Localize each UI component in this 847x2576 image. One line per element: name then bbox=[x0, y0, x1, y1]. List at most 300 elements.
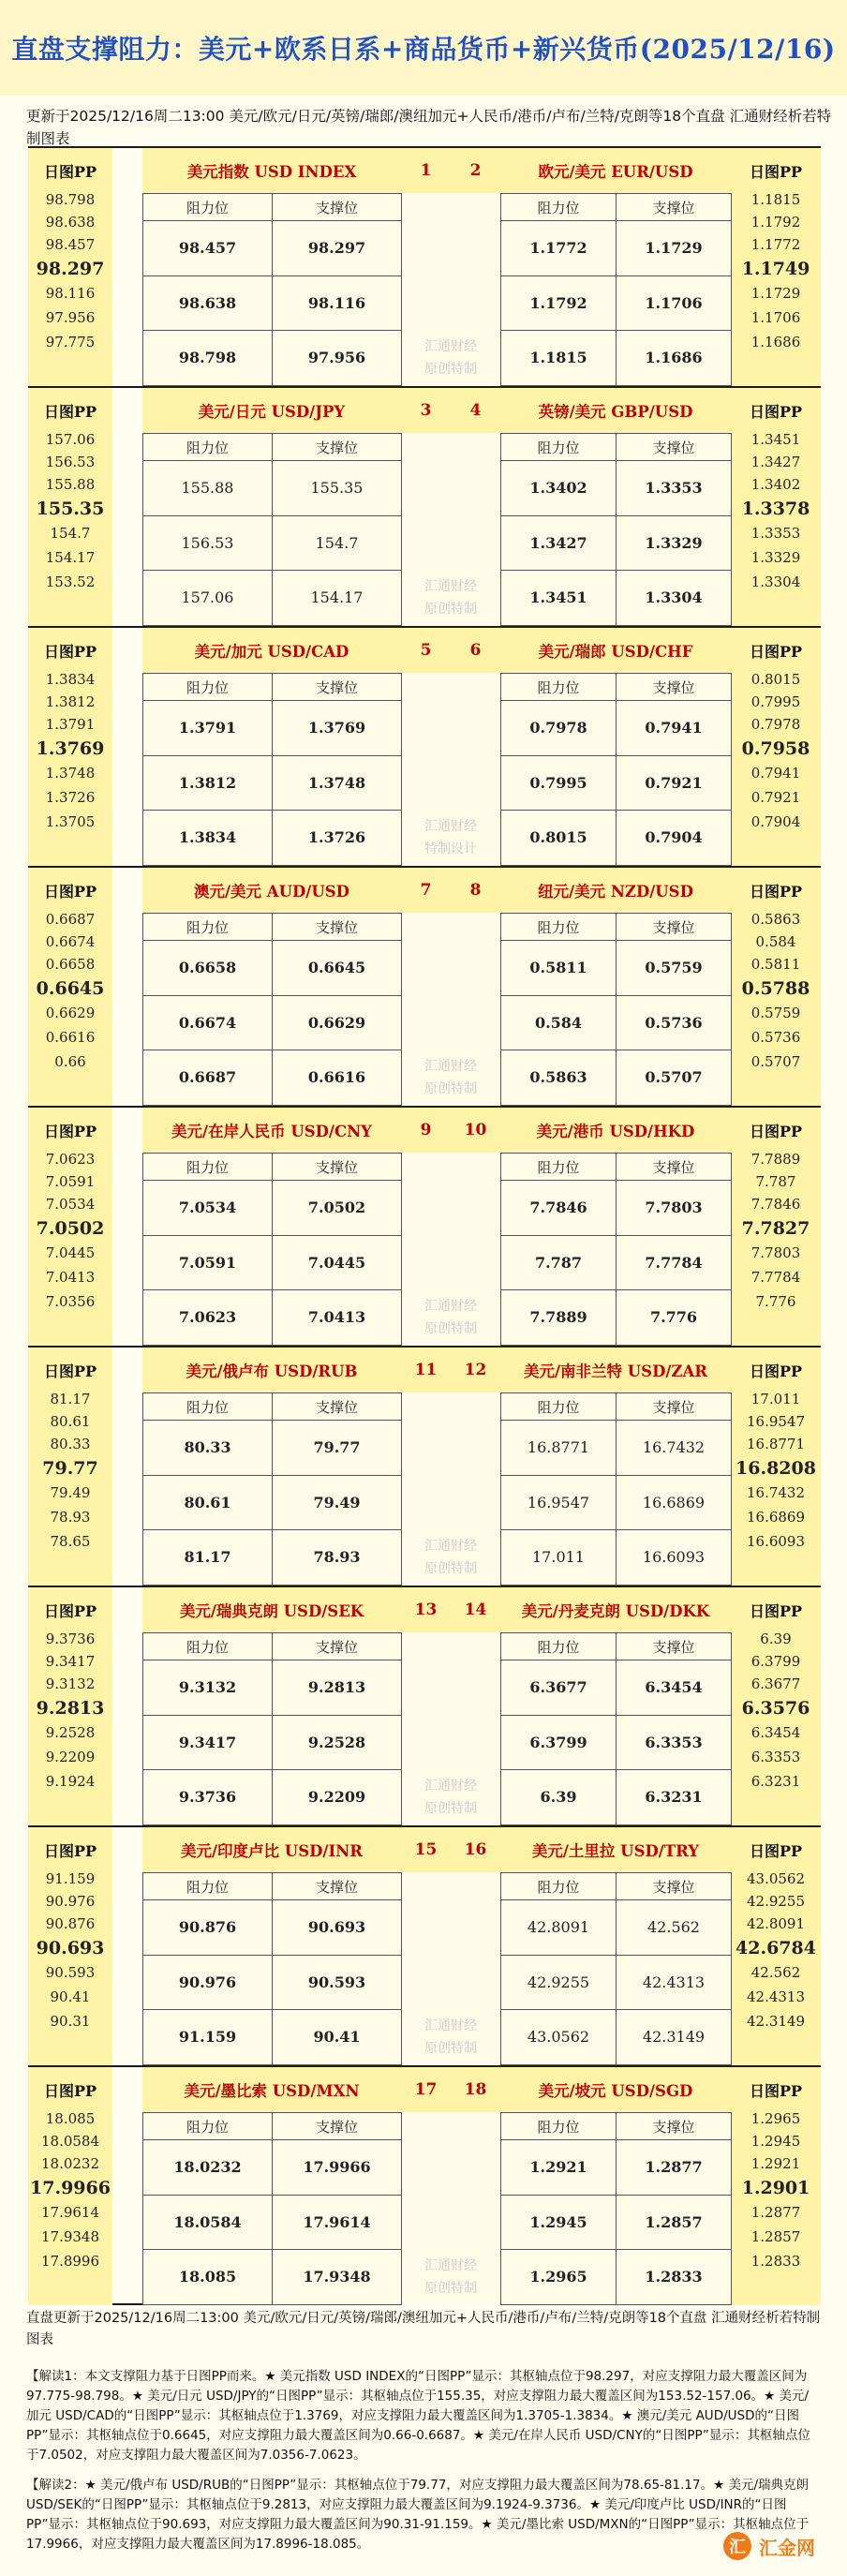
resistance-level-3: 81.17 bbox=[143, 1530, 273, 1586]
right-pp-level: 1.3451 bbox=[750, 431, 801, 448]
left-pp-level: 7.0445 bbox=[45, 1244, 96, 1261]
support-level-3: 90.41 bbox=[273, 2010, 402, 2065]
left-pp-level: 98.638 bbox=[45, 214, 96, 231]
resistance-header: 阻力位 bbox=[501, 913, 617, 941]
right-pp-level: 42.562 bbox=[750, 1964, 801, 1981]
left-pair-number: 11 bbox=[401, 1348, 451, 1392]
right-pp-level: 16.9547 bbox=[746, 1413, 806, 1430]
support-header: 支撑位 bbox=[617, 433, 732, 461]
right-pp-header: 日图PP bbox=[749, 1122, 803, 1140]
resistance-level-1: 0.7978 bbox=[501, 701, 617, 756]
left-pp-level: 18.085 bbox=[45, 2110, 96, 2127]
support-header: 支撑位 bbox=[617, 2112, 732, 2140]
left-pp-level: 90.593 bbox=[45, 1964, 96, 1981]
right-pp-header: 日图PP bbox=[749, 402, 803, 421]
resistance-level-1: 7.7846 bbox=[501, 1181, 617, 1236]
support-level-2: 90.593 bbox=[273, 1956, 402, 2011]
resistance-level-2: 98.638 bbox=[143, 276, 273, 332]
right-pp-level: 1.2857 bbox=[750, 2228, 801, 2245]
support-header: 支撑位 bbox=[273, 433, 402, 461]
right-pp-header: 日图PP bbox=[749, 1601, 803, 1620]
support-level-2: 98.116 bbox=[273, 276, 402, 332]
watermark bbox=[401, 815, 500, 860]
support-level-3: 154.17 bbox=[273, 571, 402, 626]
watermark-line-2: 原创特制 bbox=[424, 1081, 477, 1096]
left-pp-header: 日图PP bbox=[43, 1601, 97, 1620]
watermark bbox=[401, 1775, 500, 1820]
left-pair-name: 美元/墨比索 USD/MXN bbox=[142, 2067, 401, 2112]
left-pp-level: 90.876 bbox=[45, 1915, 96, 1932]
right-pp-level: 1.1729 bbox=[750, 285, 801, 302]
support-level-1: 1.3769 bbox=[273, 701, 402, 756]
support-level-1: 0.5759 bbox=[617, 941, 732, 996]
right-pp-level: 6.39 bbox=[760, 1630, 792, 1647]
resistance-level-1: 0.6658 bbox=[143, 941, 273, 996]
support-level-3: 1.3726 bbox=[273, 811, 402, 866]
left-pp-level: 98.297 bbox=[36, 259, 105, 279]
support-header: 支撑位 bbox=[273, 1392, 402, 1421]
right-pp-level: 0.8015 bbox=[750, 671, 801, 688]
left-pp-level: 97.775 bbox=[45, 334, 96, 350]
support-level-1: 0.7941 bbox=[617, 701, 732, 756]
resistance-level-1: 1.3791 bbox=[143, 701, 273, 756]
left-pp-level: 80.33 bbox=[50, 1436, 91, 1452]
left-pp-level: 17.9348 bbox=[40, 2228, 100, 2245]
support-level-3: 16.6093 bbox=[617, 1530, 732, 1586]
right-pp-level: 1.2945 bbox=[750, 2133, 801, 2150]
right-pair-number: 8 bbox=[451, 868, 500, 913]
right-pp-level: 42.8091 bbox=[746, 1915, 806, 1932]
support-level-3: 1.1686 bbox=[617, 331, 732, 386]
left-levels-grid bbox=[142, 1153, 402, 1346]
pair-block bbox=[28, 2065, 821, 2305]
right-levels-grid bbox=[500, 193, 732, 386]
right-pp-level: 16.6869 bbox=[746, 1509, 806, 1526]
right-pp-level: 1.2901 bbox=[741, 2178, 810, 2198]
resistance-level-1: 9.3132 bbox=[143, 1660, 273, 1716]
right-pp-level: 7.7784 bbox=[750, 1269, 801, 1286]
left-pair-name: 美元/日元 USD/JPY bbox=[142, 388, 401, 433]
watermark bbox=[401, 1055, 500, 1100]
right-pp-level: 1.3329 bbox=[750, 549, 801, 566]
left-pp-level: 7.0623 bbox=[45, 1151, 96, 1168]
left-pair-number: 7 bbox=[401, 868, 451, 913]
left-pp-level: 9.2813 bbox=[36, 1698, 105, 1719]
support-header: 支撑位 bbox=[273, 913, 402, 941]
watermark-line-1: 汇通财经 bbox=[424, 819, 477, 834]
support-level-2: 0.7921 bbox=[617, 756, 732, 812]
resistance-level-1: 155.88 bbox=[143, 461, 273, 516]
support-level-2: 1.3748 bbox=[273, 756, 402, 812]
resistance-header: 阻力位 bbox=[501, 1153, 617, 1181]
resistance-level-1: 1.1772 bbox=[501, 221, 617, 276]
left-levels-grid bbox=[142, 673, 402, 866]
resistance-header: 阻力位 bbox=[501, 1392, 617, 1421]
right-pp-level: 42.6784 bbox=[736, 1938, 816, 1958]
left-pp-level: 157.06 bbox=[45, 431, 96, 448]
support-level-3: 7.0413 bbox=[273, 1290, 402, 1346]
resistance-level-2: 1.2945 bbox=[501, 2196, 617, 2251]
right-pp-level: 16.7432 bbox=[746, 1484, 806, 1501]
right-levels-grid bbox=[500, 433, 732, 626]
support-level-2: 154.7 bbox=[273, 516, 402, 572]
left-pp-level: 155.35 bbox=[36, 499, 105, 519]
right-pp-level: 7.7827 bbox=[741, 1218, 810, 1239]
right-pp-level: 6.3231 bbox=[750, 1773, 801, 1790]
resistance-level-2: 80.61 bbox=[143, 1476, 273, 1531]
interpretation-1: 【解读1：本文支撑阻力基于日图PP而来。★ 美元指数 USD INDEX的“日图PP”显示：其枢轴点位于98.297，对应支撑阻力最大覆盖区间为97.775-98.798。★ 美元/日元 USD/JPY的“日图PP”显示：其枢轴点位于155.35，对应支撑阻力最大覆盖区间为153.52-157.06。★ 美元/加元 USD/CAD的“日图PP”显示：其枢轴点位于1.3769，对应支撑阻力最大覆盖区间为1.3705-1.3834。★ 澳元/美元 AUD/USD的“日图PP”显示：其枢轴点位于0.6645，对应支撑阻力最大覆盖区间为0.66-0.6687。★ 美元/在岸人民币 USD/CNY的“日图PP”显示：其枢轴点位于7.0502，对应支撑阻力最大覆盖区间为7.0356-7.0623。 bbox=[26, 2369, 810, 2463]
left-pair-name: 美元/在岸人民币 USD/CNY bbox=[142, 1108, 401, 1153]
left-levels-grid bbox=[142, 433, 402, 626]
right-pp-level: 1.1792 bbox=[750, 214, 801, 231]
support-header: 支撑位 bbox=[273, 1153, 402, 1181]
left-pp-level: 98.116 bbox=[45, 285, 96, 302]
left-pair-number: 3 bbox=[401, 388, 451, 433]
right-pp-level: 7.776 bbox=[755, 1293, 796, 1310]
left-pp-level: 154.17 bbox=[45, 549, 96, 566]
support-level-2: 0.5736 bbox=[617, 996, 732, 1051]
watermark-line-1: 汇通财经 bbox=[424, 2018, 477, 2033]
right-pp-level: 6.3353 bbox=[750, 1749, 801, 1765]
pairs-table bbox=[28, 146, 821, 2305]
resistance-level-3: 1.3451 bbox=[501, 571, 617, 626]
left-pp-header: 日图PP bbox=[43, 1122, 97, 1140]
support-header: 支撑位 bbox=[617, 1153, 732, 1181]
watermark bbox=[401, 575, 500, 620]
left-levels-grid bbox=[142, 913, 402, 1106]
left-pp-level: 98.457 bbox=[45, 236, 96, 253]
support-level-2: 9.2528 bbox=[273, 1716, 402, 1771]
right-pp-level: 42.4313 bbox=[746, 1988, 806, 2005]
resistance-level-3: 157.06 bbox=[143, 571, 273, 626]
right-pp-level: 7.7889 bbox=[750, 1151, 801, 1168]
left-pp-level: 90.41 bbox=[50, 1988, 91, 2005]
watermark-line-2: 原创特制 bbox=[424, 362, 477, 377]
left-levels-grid bbox=[142, 193, 402, 386]
left-pair-name: 美元/俄卢布 USD/RUB bbox=[142, 1348, 401, 1392]
left-pp-level: 156.53 bbox=[45, 454, 96, 470]
logo-mark-icon: 汇 bbox=[723, 2532, 751, 2560]
left-pp-level: 9.3132 bbox=[45, 1675, 96, 1692]
right-levels-grid bbox=[500, 1872, 732, 2065]
support-level-1: 98.297 bbox=[273, 221, 402, 276]
left-pair-name: 美元/瑞典克朗 USD/SEK bbox=[142, 1587, 401, 1632]
resistance-level-1: 90.876 bbox=[143, 1900, 273, 1956]
right-pp-level: 1.3304 bbox=[750, 573, 801, 590]
right-pp-header: 日图PP bbox=[749, 1841, 803, 1860]
left-levels-grid bbox=[142, 1872, 402, 2065]
right-pair-name: 美元/南非兰特 USD/ZAR bbox=[500, 1348, 731, 1392]
left-pp-level: 1.3726 bbox=[45, 789, 96, 806]
support-level-3: 0.7904 bbox=[617, 811, 732, 866]
left-pp-level: 1.3705 bbox=[45, 813, 96, 830]
pair-block bbox=[28, 146, 821, 386]
left-pp-level: 0.6645 bbox=[36, 978, 105, 999]
watermark bbox=[401, 1295, 500, 1340]
support-level-2: 1.1706 bbox=[617, 276, 732, 332]
left-pair-number: 15 bbox=[401, 1827, 451, 1872]
support-level-3: 0.5707 bbox=[617, 1050, 732, 1106]
right-levels-grid bbox=[500, 913, 732, 1106]
left-levels-grid bbox=[142, 1632, 402, 1825]
resistance-level-2: 42.9255 bbox=[501, 1956, 617, 2011]
right-pair-number: 16 bbox=[451, 1827, 500, 1872]
left-pp-level: 9.1924 bbox=[45, 1773, 96, 1790]
left-pp-header: 日图PP bbox=[43, 1841, 97, 1860]
left-pair-name: 美元指数 USD INDEX bbox=[142, 148, 401, 193]
left-pp-header: 日图PP bbox=[43, 2081, 97, 2100]
right-pp-level: 0.7941 bbox=[750, 765, 801, 782]
resistance-header: 阻力位 bbox=[501, 193, 617, 221]
resistance-level-3: 0.8015 bbox=[501, 811, 617, 866]
left-pair-number: 5 bbox=[401, 628, 451, 673]
right-pair-name: 美元/港币 USD/HKD bbox=[500, 1108, 731, 1153]
support-level-2: 17.9614 bbox=[273, 2196, 402, 2251]
resistance-level-3: 17.011 bbox=[501, 1530, 617, 1586]
subtitle: 更新于2025/12/16周二13:00 美元/欧元/日元/英镑/瑞郎/澳纽加元+人民币/港币/卢布/兰特/克朗等18个直盘 汇通财经析若特制图表 bbox=[26, 108, 832, 147]
page-title-bar bbox=[0, 0, 847, 96]
left-pp-level: 0.6674 bbox=[45, 933, 96, 950]
resistance-level-2: 18.0584 bbox=[143, 2196, 273, 2251]
resistance-level-1: 1.3402 bbox=[501, 461, 617, 516]
support-level-1: 7.7803 bbox=[617, 1181, 732, 1236]
right-pp-level: 17.011 bbox=[750, 1391, 801, 1407]
watermark-line-1: 汇通财经 bbox=[424, 579, 477, 594]
resistance-level-3: 18.085 bbox=[143, 2250, 273, 2305]
left-pp-level: 154.7 bbox=[50, 525, 91, 542]
resistance-header: 阻力位 bbox=[143, 913, 273, 941]
right-pair-name: 欧元/美元 EUR/USD bbox=[500, 148, 731, 193]
support-level-2: 0.6629 bbox=[273, 996, 402, 1051]
right-pp-level: 0.7904 bbox=[750, 813, 801, 830]
left-pp-level: 97.956 bbox=[45, 309, 96, 326]
left-pair-number: 9 bbox=[401, 1108, 451, 1153]
watermark bbox=[401, 1535, 500, 1580]
right-pair-name: 美元/坡元 USD/SGD bbox=[500, 2067, 731, 2112]
support-level-1: 6.3454 bbox=[617, 1660, 732, 1716]
resistance-header: 阻力位 bbox=[143, 673, 273, 701]
watermark-line-2: 原创特制 bbox=[424, 2041, 477, 2056]
right-pp-level: 6.3799 bbox=[750, 1653, 801, 1670]
resistance-header: 阻力位 bbox=[143, 2112, 273, 2140]
support-header: 支撑位 bbox=[617, 1392, 732, 1421]
right-pp-level: 0.5863 bbox=[750, 911, 801, 928]
right-pp-level: 6.3576 bbox=[741, 1698, 810, 1719]
resistance-level-2: 0.7995 bbox=[501, 756, 617, 812]
left-pp-level: 1.3834 bbox=[45, 671, 96, 688]
resistance-level-2: 156.53 bbox=[143, 516, 273, 572]
resistance-level-3: 6.39 bbox=[501, 1770, 617, 1825]
left-pp-header: 日图PP bbox=[43, 642, 97, 661]
resistance-level-3: 98.798 bbox=[143, 331, 273, 386]
resistance-level-2: 0.584 bbox=[501, 996, 617, 1051]
watermark-line-1: 汇通财经 bbox=[424, 1779, 477, 1794]
support-level-1: 155.35 bbox=[273, 461, 402, 516]
support-level-2: 6.3353 bbox=[617, 1716, 732, 1771]
right-levels-grid bbox=[500, 1632, 732, 1825]
support-level-2: 7.7784 bbox=[617, 1236, 732, 1291]
support-header: 支撑位 bbox=[617, 1872, 732, 1900]
right-pp-header: 日图PP bbox=[749, 1362, 803, 1380]
left-pp-level: 7.0356 bbox=[45, 1293, 96, 1310]
left-pair-number: 13 bbox=[401, 1587, 451, 1632]
left-pair-name: 美元/印度卢比 USD/INR bbox=[142, 1827, 401, 1872]
support-level-2: 1.3329 bbox=[617, 516, 732, 572]
support-level-1: 1.2877 bbox=[617, 2140, 732, 2196]
left-pp-level: 79.49 bbox=[50, 1484, 91, 1501]
watermark-line-1: 汇通财经 bbox=[424, 1059, 477, 1074]
support-level-1: 9.2813 bbox=[273, 1660, 402, 1716]
support-level-1: 90.693 bbox=[273, 1900, 402, 1956]
resistance-level-1: 16.8771 bbox=[501, 1421, 617, 1476]
left-pp-level: 9.3736 bbox=[45, 1630, 96, 1647]
watermark bbox=[401, 2255, 500, 2300]
left-pair-name: 美元/加元 USD/CAD bbox=[142, 628, 401, 673]
resistance-level-2: 16.9547 bbox=[501, 1476, 617, 1531]
resistance-level-2: 1.3812 bbox=[143, 756, 273, 812]
resistance-level-3: 1.1815 bbox=[501, 331, 617, 386]
right-pair-number: 12 bbox=[451, 1348, 500, 1392]
right-pp-level: 16.8771 bbox=[746, 1436, 806, 1452]
footer-update-note: 直盘更新于2025/12/16周二13:00 美元/欧元/日元/英镑/瑞郎/澳纽加元+人民币/港币/卢布/兰特/克朗等18个直盘 汇通财经析若特制图表 bbox=[26, 2311, 821, 2347]
left-pp-level: 78.93 bbox=[50, 1509, 91, 1526]
left-pair-number: 1 bbox=[401, 148, 451, 193]
pair-block bbox=[28, 1825, 821, 2065]
right-pp-level: 1.2877 bbox=[750, 2204, 801, 2221]
resistance-level-1: 98.457 bbox=[143, 221, 273, 276]
resistance-header: 阻力位 bbox=[501, 433, 617, 461]
left-pp-header: 日图PP bbox=[43, 402, 97, 421]
resistance-level-3: 7.0623 bbox=[143, 1290, 273, 1346]
watermark-line-2: 原创特制 bbox=[424, 602, 477, 617]
left-pp-level: 7.0534 bbox=[45, 1196, 96, 1213]
support-level-3: 42.3149 bbox=[617, 2010, 732, 2065]
left-pp-level: 17.9614 bbox=[40, 2204, 100, 2221]
resistance-level-1: 1.2921 bbox=[501, 2140, 617, 2196]
support-level-1: 16.7432 bbox=[617, 1421, 732, 1476]
support-header: 支撑位 bbox=[273, 1872, 402, 1900]
right-pp-header: 日图PP bbox=[749, 2081, 803, 2100]
left-pp-level: 18.0232 bbox=[40, 2155, 100, 2172]
left-pp-level: 7.0591 bbox=[45, 1173, 96, 1190]
support-header: 支撑位 bbox=[617, 913, 732, 941]
left-pp-level: 91.159 bbox=[45, 1870, 96, 1887]
right-pp-level: 7.7846 bbox=[750, 1196, 801, 1213]
left-pp-level: 1.3748 bbox=[45, 765, 96, 782]
left-pp-level: 7.0502 bbox=[36, 1218, 105, 1239]
right-pp-level: 42.3149 bbox=[746, 2013, 806, 2030]
resistance-level-2: 6.3799 bbox=[501, 1716, 617, 1771]
right-pair-number: 4 bbox=[451, 388, 500, 433]
left-pp-level: 9.2209 bbox=[45, 1749, 96, 1765]
watermark-line-1: 汇通财经 bbox=[424, 2258, 477, 2273]
resistance-level-3: 7.7889 bbox=[501, 1290, 617, 1346]
resistance-level-1: 18.0232 bbox=[143, 2140, 273, 2196]
right-pp-level: 0.5759 bbox=[750, 1005, 801, 1021]
right-pp-level: 0.7995 bbox=[750, 693, 801, 710]
right-pp-level: 42.9255 bbox=[746, 1893, 806, 1910]
right-levels-grid bbox=[500, 2112, 732, 2305]
right-pair-number: 18 bbox=[451, 2067, 500, 2112]
watermark-line-2: 原创特制 bbox=[424, 1801, 477, 1816]
left-pair-name: 澳元/美元 AUD/USD bbox=[142, 868, 401, 913]
resistance-level-3: 0.6687 bbox=[143, 1050, 273, 1106]
left-levels-grid bbox=[142, 2112, 402, 2305]
resistance-header: 阻力位 bbox=[143, 433, 273, 461]
watermark bbox=[401, 2015, 500, 2060]
interpretation-2: 【解读2：★ 美元/俄卢布 USD/RUB的“日图PP”显示：其枢轴点位于79.77，对应支撑阻力最大覆盖区间为78.65-81.17。★ 美元/瑞典克朗 USD/SEK的“日图PP”显示：其枢轴点位于9.2813，对应支撑阻力最大覆盖区间为9.1924-9.3736。★ 美元/印度卢比 USD/INR的“日图PP”显示：其枢轴点位于90.693，对应支撑阻力最大覆盖区间为90.31-91.159。★ 美元/墨比索 USD/MXN的“日图PP”显示：其枢轴点位于17.9966，对应支撑阻力最大覆盖区间为17.8996-18.085。 bbox=[26, 2478, 810, 2552]
left-pp-level: 17.9966 bbox=[30, 2178, 111, 2198]
right-pp-level: 1.1749 bbox=[741, 259, 810, 279]
pair-block bbox=[28, 866, 821, 1106]
support-level-3: 78.93 bbox=[273, 1530, 402, 1586]
pair-block bbox=[28, 1346, 821, 1586]
support-level-2: 42.4313 bbox=[617, 1956, 732, 2011]
left-pp-level: 0.66 bbox=[54, 1053, 86, 1070]
support-level-1: 42.562 bbox=[617, 1900, 732, 1956]
support-level-2: 16.6869 bbox=[617, 1476, 732, 1531]
right-pair-name: 美元/土里拉 USD/TRY bbox=[500, 1827, 731, 1872]
page-title: 直盘支撑阻力：美元+欧系日系+商品货币+新兴货币(2025/12/16) bbox=[11, 34, 836, 65]
support-header: 支撑位 bbox=[617, 1632, 732, 1660]
support-level-3: 1.2833 bbox=[617, 2250, 732, 2305]
right-pp-level: 0.5788 bbox=[741, 978, 810, 999]
support-header: 支撑位 bbox=[273, 673, 402, 701]
right-levels-grid bbox=[500, 673, 732, 866]
support-level-1: 7.0502 bbox=[273, 1181, 402, 1236]
pair-block bbox=[28, 626, 821, 866]
resistance-level-2: 0.6674 bbox=[143, 996, 273, 1051]
watermark-line-2: 特制设计 bbox=[424, 841, 477, 856]
resistance-level-2: 7.0591 bbox=[143, 1236, 273, 1291]
right-pp-level: 0.5707 bbox=[750, 1053, 801, 1070]
right-pp-level: 1.1815 bbox=[750, 191, 801, 208]
support-level-1: 0.6645 bbox=[273, 941, 402, 996]
right-levels-grid bbox=[500, 1153, 732, 1346]
right-pp-level: 6.3454 bbox=[750, 1724, 801, 1741]
watermark-line-1: 汇通财经 bbox=[424, 1299, 477, 1314]
watermark-line-2: 原创特制 bbox=[424, 1321, 477, 1336]
support-level-2: 7.0445 bbox=[273, 1236, 402, 1291]
left-pp-level: 98.798 bbox=[45, 191, 96, 208]
right-pp-level: 7.7803 bbox=[750, 1244, 801, 1261]
resistance-level-1: 0.5811 bbox=[501, 941, 617, 996]
support-level-1: 17.9966 bbox=[273, 2140, 402, 2196]
resistance-level-2: 1.1792 bbox=[501, 276, 617, 332]
left-pp-level: 1.3812 bbox=[45, 693, 96, 710]
resistance-level-2: 9.3417 bbox=[143, 1716, 273, 1771]
logo-text: 汇金网 bbox=[759, 2536, 815, 2559]
watermark-line-2: 原创特制 bbox=[424, 2281, 477, 2296]
resistance-level-3: 91.159 bbox=[143, 2010, 273, 2065]
right-pp-level: 0.7958 bbox=[741, 738, 810, 759]
right-pp-header: 日图PP bbox=[749, 882, 803, 901]
right-pp-level: 43.0562 bbox=[746, 1870, 806, 1887]
right-pair-name: 英镑/美元 GBP/USD bbox=[500, 388, 731, 433]
left-pp-level: 90.31 bbox=[50, 2013, 91, 2030]
right-pp-level: 1.3378 bbox=[741, 499, 810, 519]
left-pp-level: 90.693 bbox=[36, 1938, 105, 1958]
site-logo[interactable] bbox=[723, 2529, 834, 2563]
left-pp-header: 日图PP bbox=[43, 882, 97, 901]
support-level-1: 1.1729 bbox=[617, 221, 732, 276]
support-header: 支撑位 bbox=[273, 1632, 402, 1660]
right-pp-level: 1.2921 bbox=[750, 2155, 801, 2172]
right-pp-level: 0.5811 bbox=[750, 956, 801, 973]
left-pp-level: 18.0584 bbox=[40, 2133, 100, 2150]
left-pp-level: 0.6616 bbox=[45, 1029, 96, 1046]
left-pp-level: 0.6687 bbox=[45, 911, 96, 928]
